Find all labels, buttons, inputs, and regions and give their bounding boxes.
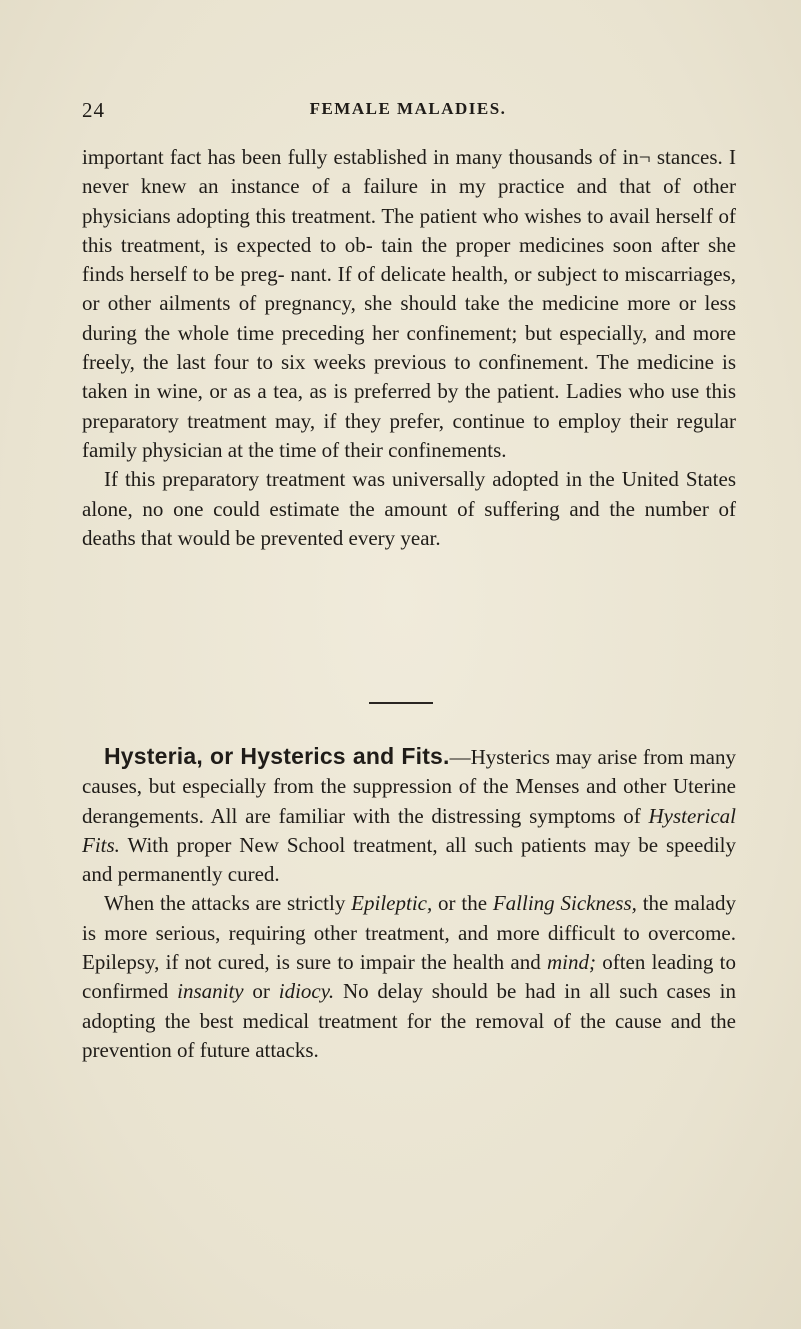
section-heading: Hysteria, or Hysterics and Fits. xyxy=(104,743,450,769)
italic-term: Epileptic, xyxy=(351,891,433,916)
section-hysteria xyxy=(82,742,736,1065)
text-run: With proper New School treatment, all such patients may be speedily and permanently cured. xyxy=(82,832,736,887)
text-run: No delay should be had in all such cases in adopting the best medical treatment for the removal of the cause and the prevention of future attacks. xyxy=(82,979,737,1062)
text-run: often leading to confirmed xyxy=(82,950,736,1004)
paragraph-continued: important fact has been fully established in many thousands of in¬ stances. I never knew an instance of a failure in my practice and that of other physicians adopting this treatment. The patient who wishes to avail herself of this treatment, is expected to ob- tain the proper medicines soon after she finds herself to be preg- nant. If of delicate health, or subject to miscarriages, or other ailments of pregnancy, she should take the medicine more or less during the whole time preceding her confinement; but especially, and more freely, the last four to six weeks previous to confinement. The medicine is taken in wine, or as a tea, as is preferred by the patient. Ladies who use this preparatory treatment may, if they prefer, continue to employ their regular family physician at the time of their confinements. xyxy=(82,145,736,462)
text-run: When the attacks are strictly xyxy=(104,891,352,916)
text-run: the malady is more serious, requiring other treatment, and more difficult to overcome. Epilepsy, if not cured, is sure to impair the health and xyxy=(82,891,736,975)
body-text xyxy=(82,143,736,553)
section-divider xyxy=(369,702,433,704)
italic-term: Hysterical Fits. xyxy=(82,803,736,857)
text-run: or the xyxy=(432,891,493,916)
paragraph-preparatory-treatment: If this preparatory treatment was universally adopted in the United States alone, no one could estimate the amount of suffering and the number of deaths that would be prevented every year. xyxy=(82,467,736,550)
italic-term: Falling Sickness, xyxy=(492,891,637,916)
text-run: or xyxy=(243,979,279,1004)
running-head xyxy=(82,98,734,124)
italic-term: idiocy. xyxy=(278,979,335,1004)
text-run: —Hysterics may arise from many causes, but especially from the suppression of the Menses and other Uterine derangements. All are familiar with the distressing symptoms of xyxy=(82,745,736,828)
running-title: FEMALE MALADIES. xyxy=(309,99,507,118)
paragraph-hysteria xyxy=(82,742,736,889)
italic-term: mind; xyxy=(546,950,596,975)
page-number: 24 xyxy=(82,98,105,122)
paragraph-epilepsy xyxy=(82,889,736,1065)
italic-term: insanity xyxy=(177,979,244,1004)
